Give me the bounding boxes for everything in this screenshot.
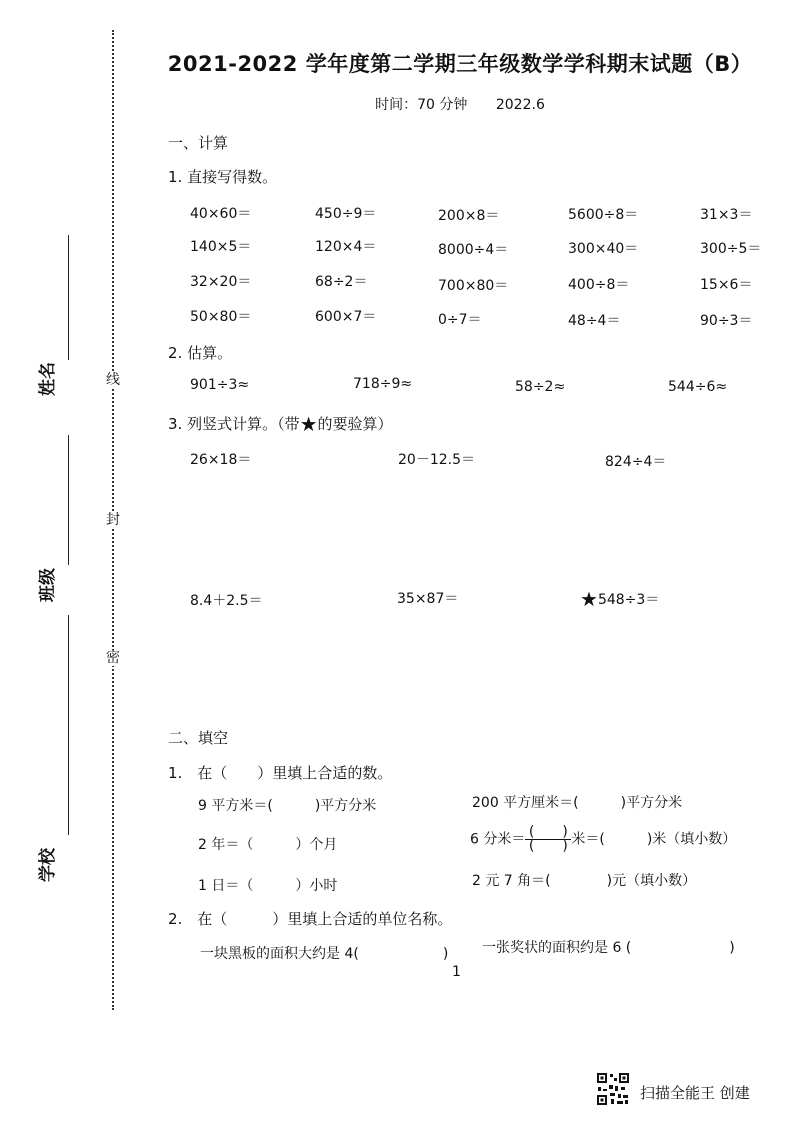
- page-title: 2021-2022 学年度第二学期三年级数学学科期末试题（B）: [167, 52, 753, 76]
- q3-label-b: 的要验算）: [317, 415, 393, 433]
- school-line: [68, 615, 69, 835]
- fill-item: 9 平方米＝( )平方分米: [198, 798, 377, 814]
- class-label: 班级: [38, 568, 58, 602]
- q3-label-a: 3. 列竖式计算。（带: [168, 415, 300, 433]
- exam-info: [130, 94, 790, 114]
- oral-item: 400÷8＝: [568, 277, 630, 293]
- section-1-title: 一、计算: [168, 134, 229, 152]
- estimate-item: 544÷6≈: [668, 379, 728, 395]
- oral-item: 32×20＝: [190, 274, 252, 290]
- fill-item: 1 日＝（ ）小时: [198, 878, 338, 894]
- school-label: 学校: [38, 848, 58, 882]
- oral-item: 8000÷4＝: [438, 242, 509, 258]
- fraction-suffix: 米＝( )米（填小数）: [571, 831, 737, 848]
- vertical-calc-item: 8.4＋2.5＝: [190, 593, 263, 609]
- oral-item: 0÷7＝: [438, 312, 482, 328]
- oral-item: 200×8＝: [438, 208, 500, 224]
- class-field: [38, 435, 74, 605]
- name-label: 姓名: [38, 362, 58, 396]
- star-icon: ★: [299, 412, 318, 436]
- oral-item: 31×3＝: [700, 207, 753, 223]
- oral-item: 140×5＝: [190, 239, 252, 255]
- scanner-watermark: 扫描全能王 创建: [640, 1084, 750, 1102]
- fraction-denominator: ( ): [528, 838, 568, 854]
- estimate-item: 718÷9≈: [353, 376, 413, 392]
- seal-char-feng: 封: [106, 512, 120, 528]
- fraction-prefix: 6 分米＝: [470, 831, 526, 848]
- page-number: 1: [452, 964, 461, 980]
- q2-label: 2. 估算。: [168, 344, 233, 362]
- class-line: [68, 435, 69, 565]
- star-icon: ★: [580, 587, 598, 611]
- fraction-numerator: ( ): [525, 826, 571, 840]
- oral-item: 40×60＝: [190, 206, 252, 222]
- exam-date: 2022.6: [495, 97, 545, 113]
- oral-item: 50×80＝: [190, 309, 252, 325]
- vertical-calc-item: 20－12.5＝: [398, 452, 475, 468]
- starred-calc-item: [580, 587, 659, 611]
- fill-item: 200 平方厘米＝( )平方分米: [472, 795, 683, 811]
- oral-item: 600×7＝: [315, 309, 377, 325]
- name-line: [68, 235, 69, 360]
- vertical-calc-item: 26×18＝: [190, 452, 252, 468]
- name-field: [38, 235, 74, 396]
- oral-item: 68÷2＝: [315, 274, 368, 290]
- oral-item: 700×80＝: [438, 278, 509, 294]
- fill-item: 2 元 7 角＝( )元（填小数）: [472, 873, 697, 889]
- oral-item: 5600÷8＝: [568, 207, 639, 223]
- q1-label: 1. 直接写得数。: [168, 168, 278, 186]
- fill-q1-label: 1. 在（ ）里填上合适的数。: [168, 764, 393, 782]
- oral-item: 48÷4＝: [568, 313, 621, 329]
- unit-item: 一张奖状的面积约是 6 ( ): [482, 940, 735, 956]
- oral-item: 120×4＝: [315, 239, 377, 255]
- oral-item: 15×6＝: [700, 277, 753, 293]
- section-2-title: 二、填空: [168, 729, 229, 747]
- vertical-calc-item: 35×87＝: [397, 591, 459, 607]
- estimate-item: 58÷2≈: [515, 379, 566, 395]
- fraction-fill-item: [470, 826, 736, 853]
- starred-calc-text: 548÷3＝: [597, 592, 660, 608]
- seal-char-xian: 线: [106, 372, 120, 388]
- school-field: [38, 615, 74, 895]
- oral-item: 300×40＝: [568, 241, 639, 257]
- q3-label: [168, 412, 393, 436]
- oral-item: 300÷5＝: [700, 241, 762, 257]
- estimate-item: 901÷3≈: [190, 377, 250, 393]
- vertical-calc-item: 824÷4＝: [605, 454, 667, 470]
- oral-item: 450÷9＝: [315, 206, 377, 222]
- exam-time: 时间：70 分钟: [375, 97, 468, 113]
- seal-char-mi: 密: [106, 650, 120, 666]
- qr-code-icon: [596, 1072, 630, 1106]
- fraction: [525, 826, 571, 853]
- fill-item: 2 年＝（ ）个月: [198, 837, 338, 853]
- fill-q2-label: 2. 在（ ）里填上合适的单位名称。: [168, 910, 453, 928]
- oral-item: 90÷3＝: [700, 313, 753, 329]
- unit-item: 一块黑板的面积大约是 4( ): [200, 946, 449, 962]
